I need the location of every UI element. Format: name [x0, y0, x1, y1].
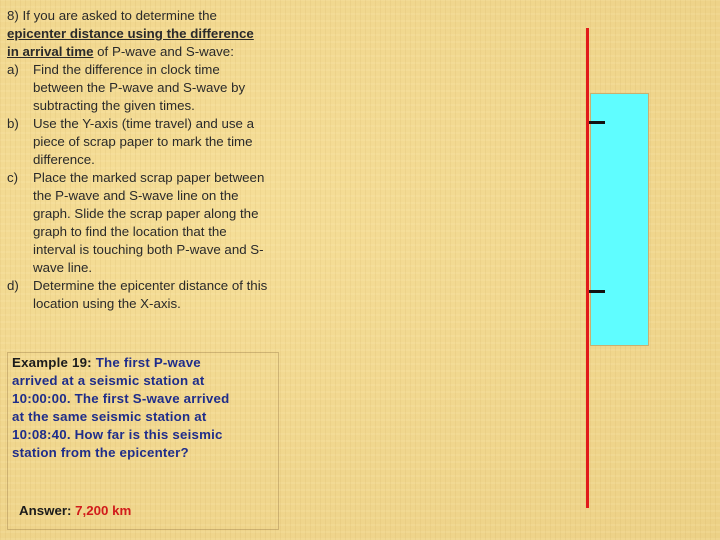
step-d — [7, 277, 269, 313]
step-d-marker: d) — [7, 278, 19, 293]
example-box — [7, 352, 279, 530]
answer-line — [19, 503, 131, 518]
step-b — [7, 115, 269, 169]
answer-label: Answer: — [19, 503, 76, 518]
step-a-text: Find the difference in clock time between the P-wave and S-wave by subtracting the given times. — [33, 62, 246, 113]
instructions-intro — [7, 7, 269, 61]
interval-tick-bottom — [589, 290, 605, 293]
example-question — [12, 354, 242, 462]
step-b-marker: b) — [7, 116, 19, 131]
step-b-text: Use the Y-axis (time travel) and use a piece of scrap paper to mark the time difference. — [33, 116, 254, 167]
intro-end: of P-wave and S-wave: — [93, 44, 234, 59]
instruction-steps — [7, 61, 269, 313]
answer-value: 7,200 km — [75, 503, 132, 518]
scrap-paper-edge-line — [586, 28, 589, 508]
step-a — [7, 61, 269, 115]
step-c-marker: c) — [7, 170, 19, 185]
step-a-marker: a) — [7, 62, 19, 77]
time-interval-marker — [590, 93, 649, 346]
instructions-block — [7, 7, 269, 313]
intro-start: 8) If you are asked to determine the — [7, 8, 217, 23]
example-question-text: The first P-wave arrived at a seismic station at 10:00:00. The first S-wave arrived at the same seismic station at 10:08:40. How far is this seismic station from the epicenter? — [12, 355, 230, 460]
step-d-text: Determine the epicenter distance of this location using the X-axis. — [33, 278, 268, 311]
intro-underlined-phrase: epicenter distance using the difference in arrival time — [7, 26, 254, 59]
interval-tick-top — [589, 121, 605, 124]
step-c-text: Place the marked scrap paper between the P-wave and S-wave line on the graph. Slide the scrap paper along the graph to find the location that the interval is touching both P-wave and S-wave line. — [33, 170, 265, 275]
step-c — [7, 169, 269, 277]
example-label: Example 19: — [12, 355, 92, 370]
